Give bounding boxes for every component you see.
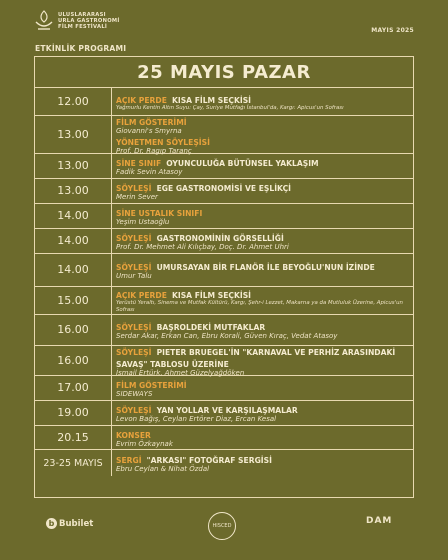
event-time: 19.00 (35, 401, 112, 425)
event-people: Giovanni's Smyrna (116, 126, 182, 135)
schedule-row (35, 179, 413, 204)
bubilet-label: Bubilet (59, 518, 94, 529)
event-people: Prof. Dr. Ragıp Taranç (116, 147, 192, 155)
event-people: İsmail Ertürk, Ahmet Güzelyağdöken (116, 368, 245, 377)
event-content (112, 401, 413, 425)
event-time: 14.00 (35, 204, 112, 228)
event-people: Levon Bağış, Ceylan Ertörer Diaz, Ercan Kesal (116, 415, 277, 424)
event-title: OYUNCULUĞA BÜTÜNSEL YAKLAŞIM (166, 159, 319, 169)
event-time: 13.00 (35, 154, 112, 178)
event-content (112, 426, 413, 449)
event-people: Evrim Özkaynak (116, 439, 173, 448)
event-content (112, 204, 413, 228)
festival-title-line: URLA GASTRONOMİ (58, 18, 120, 24)
event-heading (116, 231, 407, 243)
event-content (112, 254, 413, 286)
event-people: Yeşim Ustaoğlu (116, 218, 170, 227)
event-time: 16.00 (35, 346, 112, 375)
event-time: 16.00 (35, 315, 112, 345)
schedule-list (35, 88, 413, 476)
schedule-row (35, 254, 413, 287)
schedule-row (35, 376, 413, 401)
event-content (112, 315, 413, 345)
event-people: SIDEWAYS (116, 390, 153, 399)
event-people: Yerüstü Yeraltı, Sinema ve Mutfak Kültürü, Kargı, Şehr-i Lezzet, Makarna ya da Mutluluk Üzerine, Apicus'un Sofrası (116, 300, 403, 313)
month-label: MAYIS 2025 (371, 27, 414, 34)
event-title: KISA FİLM SEÇKİSİ (172, 95, 251, 105)
event-category: SERGİ (116, 456, 142, 466)
event-category: KONSER (116, 430, 151, 440)
event-content (112, 346, 413, 375)
event-people: Fadik Sevin Atasoy (116, 168, 183, 177)
event-time: 15.00 (35, 287, 112, 314)
event-title: UMURSAYAN BİR FLANÖR İLE BEYOĞLU'NUN İZİNDE (156, 263, 375, 273)
event-title: GASTRONOMİNİN GÖRSELLİĞİ (156, 234, 284, 244)
schedule-row (35, 204, 413, 229)
event-heading (116, 260, 407, 272)
event-people: Ebru Ceylan & Nihat Özdal (116, 465, 210, 474)
event-people: Merin Sever (116, 193, 158, 202)
event-category: AÇIK PERDE (116, 291, 167, 300)
event-content (112, 116, 413, 153)
header (34, 8, 414, 52)
schedule-row (35, 287, 413, 315)
event-heading (116, 453, 407, 465)
event-title: YAN YOLLAR VE KARŞILAŞMALAR (156, 406, 298, 416)
schedule-row (35, 116, 413, 154)
event-time: 14.00 (35, 254, 112, 286)
schedule-row (35, 229, 413, 254)
event-heading (116, 206, 407, 218)
event-category: FİLM GÖSTERİMİ (116, 117, 187, 127)
event-heading (116, 378, 407, 390)
festival-title-line: ULUSLARARASI (58, 12, 106, 18)
schedule-row (35, 346, 413, 376)
schedule-row (35, 426, 413, 450)
event-people: Yağmurlu Kentin Altın Suyu: Çay, Suriye Mutfağı İstanbul'da, Kargı: Apicus'un Sofrası (116, 104, 344, 111)
event-people: Umur Talu (116, 272, 152, 281)
event-category: SÖYLEŞİ (116, 406, 152, 416)
event-heading (116, 288, 407, 300)
hisced-logo (208, 512, 236, 540)
dam-label: DAM (366, 516, 393, 526)
festival-title-line: FİLM FESTİVALİ (58, 24, 108, 30)
schedule-frame (34, 56, 414, 498)
event-content (112, 179, 413, 203)
event-title: "ARKASI" FOTOĞRAF SERGİSİ (146, 456, 272, 466)
event-heading (116, 345, 407, 369)
event-content (112, 154, 413, 178)
event-time: 13.00 (35, 179, 112, 203)
dam-logo (366, 516, 392, 526)
event-title: KISA FİLM SEÇKİSİ (172, 291, 251, 300)
event-category: SÖYLEŞİ (116, 323, 152, 333)
event-heading (116, 403, 407, 415)
bubilet-logo (46, 518, 93, 529)
event-content (112, 229, 413, 253)
event-heading (116, 135, 407, 147)
event-time: 14.00 (35, 229, 112, 253)
event-content (112, 450, 413, 476)
event-content (112, 287, 413, 314)
event-category: YÖNETMEN SÖYLEŞİSİ (116, 138, 210, 147)
event-heading (116, 320, 407, 332)
event-heading (116, 428, 407, 440)
event-category: SÖYLEŞİ (116, 184, 152, 194)
event-title: EGE GASTRONOMİSİ VE EŞLİKÇİ (156, 184, 291, 194)
hisced-label: HISCED (212, 523, 232, 529)
event-people: Prof. Dr. Mehmet Ali Kılıçbay, Doç. Dr. Ahmet Uhri (116, 243, 289, 252)
event-category: SÖYLEŞİ (116, 234, 152, 244)
event-category: SİNE USTALIK SINIFI (116, 209, 203, 219)
event-content (112, 88, 413, 115)
event-time: 23-25 MAYIS (35, 450, 112, 476)
event-time: 17.00 (35, 376, 112, 400)
event-category: SÖYLEŞİ (116, 347, 152, 357)
event-category: AÇIK PERDE (116, 95, 167, 105)
bubilet-icon: b (46, 518, 57, 529)
day-title: 25 MAYIS PAZAR (35, 57, 413, 88)
schedule-row (35, 401, 413, 426)
event-title: BAŞROLDEKİ MUTFAKLAR (156, 323, 266, 333)
event-time: 12.00 (35, 88, 112, 115)
schedule-row (35, 315, 413, 346)
event-heading (116, 181, 407, 193)
event-title: PIETER BRUEGEL'İN "KARNAVAL VE PERHİZ ARASINDAKİ SAVAŞ" TABLOSU ÜZERİNE (116, 347, 396, 369)
event-heading (116, 93, 407, 105)
event-category: SÖYLEŞİ (116, 263, 152, 273)
event-heading (116, 156, 407, 168)
schedule-row (35, 88, 413, 116)
program-label: ETKİNLİK PROGRAMI (35, 44, 127, 53)
festival-title (58, 12, 178, 30)
event-heading (116, 115, 407, 127)
schedule-row (35, 154, 413, 179)
schedule-row (35, 450, 413, 476)
event-category: SİNE SINIF (116, 159, 162, 169)
event-category: FİLM GÖSTERİMİ (116, 381, 187, 391)
event-content (112, 376, 413, 400)
festival-logo-icon (34, 10, 54, 32)
event-time: 20.15 (35, 426, 112, 449)
event-people: Serdar Akar, Erkan Can, Ebru Korali, Güven Kıraç, Vedat Atasoy (116, 332, 338, 341)
event-time: 13.00 (35, 116, 112, 153)
